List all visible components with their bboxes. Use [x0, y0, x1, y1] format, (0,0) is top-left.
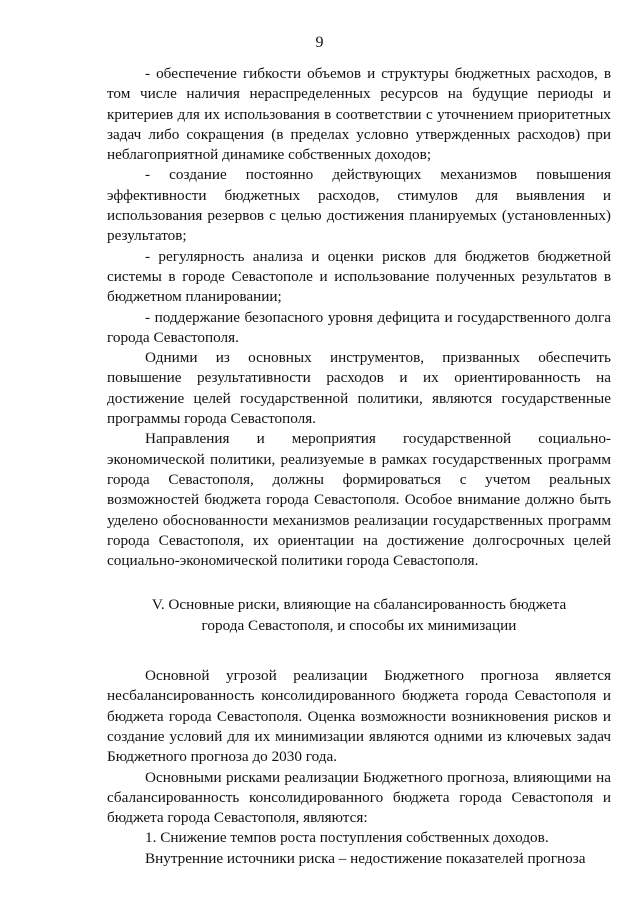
- paragraph-main-threat: Основной угрозой реализации Бюджетного прогноза является несбалансированность консолидированного бюджета города Севастополя и бюджета города Севастополя. Оценка возможности возникновения рисков и создание условий для их минимизации являются одними из ключевых задач Бюджетного прогноза до 2030 года.: [107, 667, 611, 766]
- page-number: 9: [315, 34, 324, 51]
- document-body: [107, 64, 611, 869]
- section-heading: [107, 595, 611, 636]
- paragraph-deficit: - поддержание безопасного уровня дефицита и государственного долга города Севастополя.: [107, 308, 611, 346]
- paragraph-risk-analysis: - регулярность анализа и оценки рисков для бюджетов бюджетной системы в городе Севастополе и использование полученных результатов в бюджетном планировании;: [107, 247, 611, 306]
- paragraph-internal-sources: Внутренние источники риска – недостижение показателей прогноза: [145, 849, 586, 867]
- paragraph-flexibility: - обеспечение гибкости объемов и структуры бюджетных расходов, в том числе наличия нераспределенных ресурсов на будущие периоды и критериев для их использования в соответствии с уточнением приоритетных задач либо сокращения (в пределах условно утвержденных расходов) при неблагоприятной динамике собственных доходов;: [107, 65, 611, 164]
- paragraph-main-risks: Основными рисками реализации Бюджетного прогноза, влияющими на сбалансированность консолидированного бюджета города Севастополя и бюджета города Севастополя, являются:: [107, 768, 611, 827]
- paragraph-mechanisms: - создание постоянно действующих механизмов повышения эффективности бюджетных расходов, стимулов для выявления и использования резервов с целью достижения планируемых (установленных) результатов;: [107, 166, 611, 245]
- paragraph-directions: Направления и мероприятия государственной социально-экономической политики, реализуемые в рамках государственных программ города Севастополя, должны формироваться с учетом реальных возможностей бюджета города Севастополя. Особое внимание должно быть уделено обоснованности механизмов реализации государственных программ города Севастополя, их ориентации на достижение долгосрочных целей социально-экономической политики города Севастополя.: [107, 430, 611, 570]
- section-heading-line-2: города Севастополя, и способы их минимизации: [201, 616, 517, 634]
- section-heading-line-1: V. Основные риски, влияющие на сбалансированность бюджета: [151, 596, 567, 614]
- paragraph-instruments: Одними из основных инструментов, призванных обеспечить повышение результативности расходов и их ориентированность на достижение целей государственной политики, являются государственные программы города Севастополя.: [107, 349, 611, 428]
- paragraph-risk-1: 1. Снижение темпов роста поступления собственных доходов.: [145, 829, 549, 847]
